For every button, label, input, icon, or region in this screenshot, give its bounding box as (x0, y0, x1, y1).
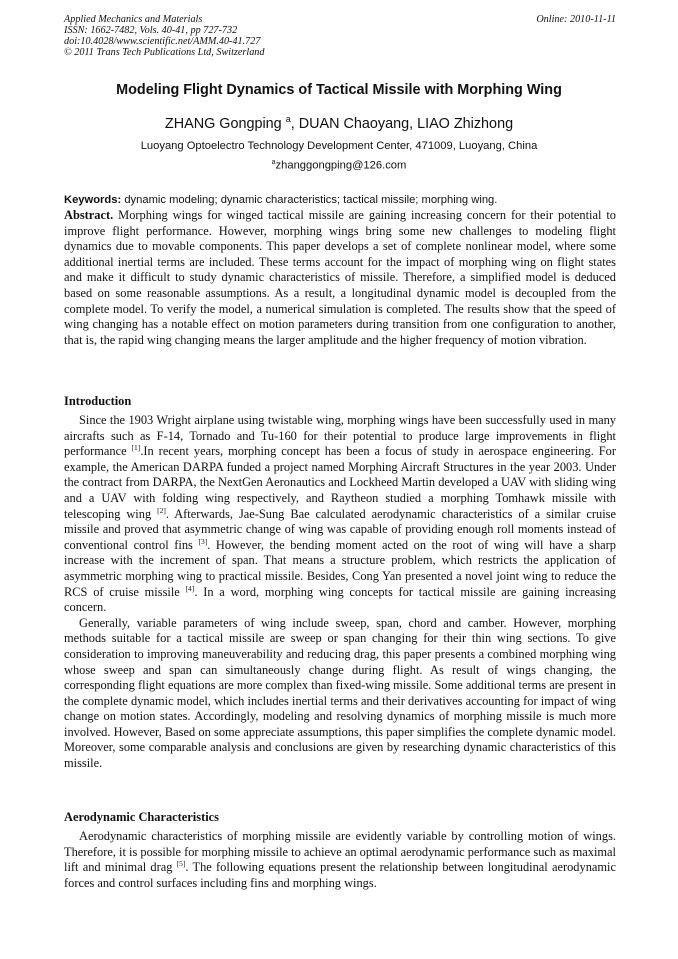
journal-name: Applied Mechanics and Materials (64, 14, 203, 25)
abstract-text: Morphing wings for winged tactical missile are gaining increasing concern for their potential to improve flight performance. However, morphing wings bring some new challenges to modeling flight dynamics due to movable components. This paper develops a set of complete nonlinear model, where some additional inertial terms are included. These terms account for the impact of morphing wing on flight states and make it difficult to study dynamic characteristics of missile. Therefore, a simplified model is deduced based on some reasonable assumptions. As a result, a longitudinal dynamic model is decoupled from the complete model. To verify the model, a numerical simulation is completed. The results show that the speed of wing changing has a notable effect on motion parameters during transition from one configuration to another, that is, the rapid wing changing means the larger amplitude and the higher frequency of motion vibration. (64, 208, 616, 347)
aero-text-b: . The following equations present the relationship between longitudinal aerodynamic forces and control surfaces including fins and morphing wings. (64, 860, 616, 890)
author-first: ZHANG Gongping (164, 115, 282, 132)
affiliation: Luoyang Optoelectro Technology Development Center, 471009, Luoyang, China (140, 140, 538, 152)
journal-header (64, 14, 616, 58)
aerodynamic-paragraph-1 (64, 829, 616, 891)
issn-line: ISSN: 1662-7482, Vols. 40-41, pp 727-732 (64, 25, 238, 36)
aerodynamic-body (64, 829, 616, 891)
intro-text-1c: . Afterwards, Jae-Sung Bae calculated aerodynamic characteristics of a similar cruise missile and proved that asymmetric change of wing was capable of providing enough roll moments instead of conventional control fins (64, 506, 617, 552)
email-affil-mark: a (271, 159, 276, 166)
citation-5: [5] (176, 859, 186, 869)
author-rest: , DUAN Chaoyang, LIAO Zhizhong (290, 115, 514, 132)
citation-4: [4] (185, 583, 195, 593)
abstract-label: Abstract. (64, 208, 114, 222)
citation-3: [3] (198, 536, 208, 546)
intro-text-1b: .In recent years, morphing concept has been a focus of study in aerospace engineering. For example, the American DARPA funded a project named Morphing Aircraft Structures in the year 2003. Under the contract from DARPA, the NextGen Aeronautics and Lockheed Martin developed a UAV with sliding wing and a UAV with folding wing respectively, and Raytheon studied a morphing Tomhawk missile with telescoping wing (64, 444, 617, 521)
introduction-paragraph-2: Generally, variable parameters of wing include sweep, span, chord and camber. However, morphing methods suitable for a tactical missile are sweep or span changing for their thin wing sections. To give consideration to improving maneuverability and reducing drag, this paper presents a combined morphing wing whose sweep and span can simultaneously change during flight. As result of wings changing, the corresponding flight equations are more complex than fixed-wing missile. Some additional terms are present in the complete dynamic model, which includes inertial terms and their derivatives accounting for impact of wing change on motion states. Accordingly, modeling and resolving dynamics of morphing missile is much more involved. However, Based on some appreciate assumptions, this paper simplifies the complete dynamic model. Moreover, some comparable analysis and conclusions are given by researching dynamic characteristics of this missile. (64, 615, 616, 771)
author-list (30, 114, 648, 132)
aero-text-a: Aerodynamic characteristics of morphing missile are evidently variable by controlling motion of wings. Therefore, it is possible for morphing missile to achieve an optimal aerodynamic performance such as maximal lift and minimal drag (64, 829, 616, 875)
email-address: zhanggongping@126.com (275, 159, 407, 172)
keywords (64, 194, 616, 206)
citation-1: [1] (131, 443, 141, 453)
abstract (64, 208, 616, 348)
intro-text-1a: Since the 1903 Wright airplane using twistable wing, morphing wings have been successfully used in many aircrafts such as F-14, Tornado and Tu-160 for their potential to produce large improvements in flight performance (64, 413, 616, 459)
aerodynamic-heading: Aerodynamic Characteristics (64, 810, 219, 824)
intro-text-1d: . However, the bending moment acted on the root of wing will have a sharp increase with the increment of span. That means a structure problem, which restricts the application of asymmetric morphing wing to practical missile. Besides, Cong Yan presented a novel joint wing to reduce the RCS of cruise missile (64, 537, 617, 599)
online-date: Online: 2010-11-11 (536, 14, 616, 25)
author-affil-mark: a (285, 114, 291, 124)
email-line (30, 159, 648, 172)
keywords-label: Keywords: (64, 194, 122, 206)
intro-text-1e: . In a word, morphing wing concepts for tactical missile are gaining increasing concern. (64, 584, 616, 615)
paper-title: Modeling Flight Dynamics of Tactical Missile with Morphing Wing (116, 82, 562, 98)
introduction-body (64, 413, 616, 772)
doi-line: doi:10.4028/www.scientific.net/AMM.40-41.727 (64, 36, 261, 47)
introduction-heading: Introduction (64, 394, 132, 408)
citation-2: [2] (157, 505, 166, 515)
keywords-text: dynamic modeling; dynamic characteristics; tactical missile; morphing wing. (124, 194, 498, 206)
copyright-line: © 2011 Trans Tech Publications Ltd, Switzerland (64, 47, 265, 58)
introduction-paragraph-1 (64, 413, 616, 616)
